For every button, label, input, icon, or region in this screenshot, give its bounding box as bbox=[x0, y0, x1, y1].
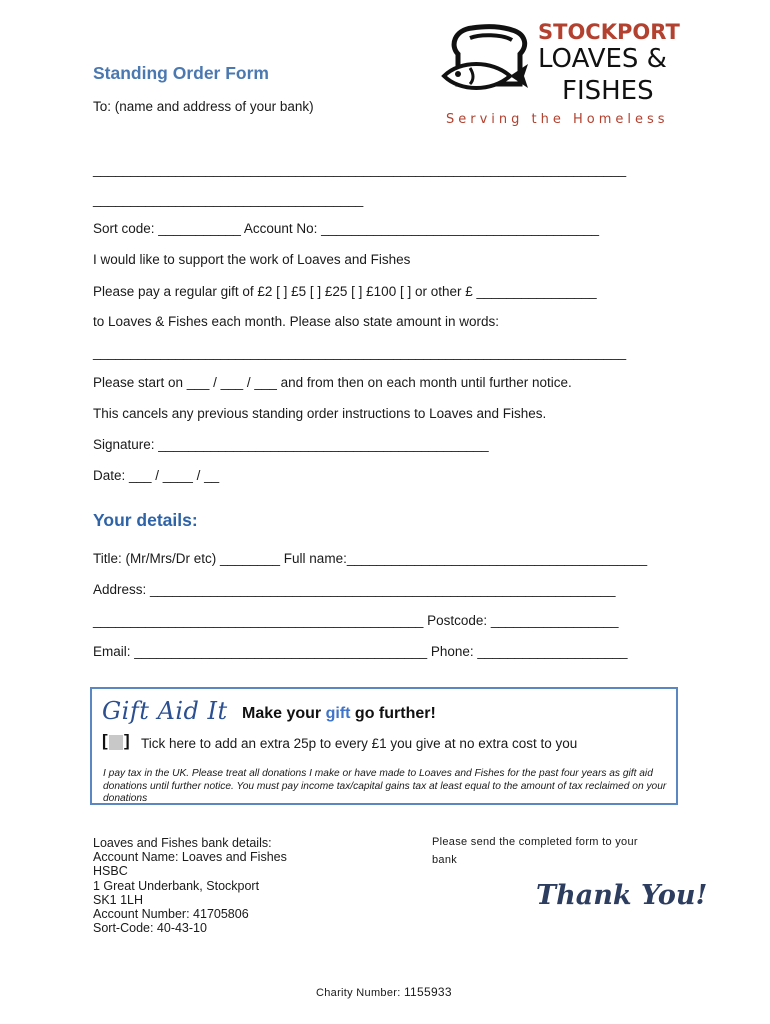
form-title: Standing Order Form bbox=[93, 63, 269, 83]
gift-aid-declaration: I pay tax in the UK. Please treat all donations I make or have made to Loaves and Fishes for the past four years as gift aid donations until further notice. You must pay income tax/capital gains tax at least equal to the amount of tax reclaimed on your donations bbox=[103, 768, 667, 804]
your-details-heading: Your details: bbox=[93, 510, 198, 530]
bank-sort-code: Sort-Code: 40-43-10 bbox=[93, 921, 207, 936]
gift-aid-checkbox[interactable] bbox=[102, 733, 128, 751]
logo-loaves: LOAVES & bbox=[538, 44, 667, 74]
bank-address-2: SK1 1LH bbox=[93, 892, 144, 907]
amount-in-words-field[interactable]: _______________________________________________________________________ bbox=[93, 345, 627, 360]
stockport-loaves-fishes-logo bbox=[440, 18, 690, 133]
title-fullname-field[interactable]: Title: (Mr/Mrs/Dr etc) ________ Full name:________________________________________ bbox=[93, 551, 648, 566]
gift-headline-after: go further! bbox=[350, 705, 436, 722]
gift-aid-headline bbox=[242, 705, 436, 723]
gift-headline-before: Make your bbox=[242, 705, 326, 722]
bank-to-label: To: (name and address of your bank) bbox=[93, 99, 314, 114]
logo-tagline: Serving the Homeless bbox=[446, 112, 669, 127]
bread-fish-icon bbox=[440, 24, 532, 104]
bank-address-line-2[interactable]: ____________________________________ bbox=[93, 192, 364, 207]
monthly-amount-words-label: to Loaves & Fishes each month. Please also state amount in words: bbox=[93, 314, 499, 329]
postcode-field[interactable]: ____________________________________________ Postcode: _________________ bbox=[93, 613, 619, 628]
bank-name: HSBC bbox=[93, 864, 128, 879]
charity-number bbox=[316, 985, 452, 999]
charity-number-label: Charity Number: bbox=[316, 987, 404, 999]
date-field[interactable]: Date: ___ / ____ / __ bbox=[93, 468, 220, 483]
bank-details-block bbox=[93, 836, 287, 935]
bank-details-heading: Loaves and Fishes bank details: bbox=[93, 836, 272, 850]
cancels-statement: This cancels any previous standing order instructions to Loaves and Fishes. bbox=[93, 406, 547, 421]
gift-aid-logo: Gift Aid It bbox=[102, 697, 228, 725]
checkbox-close-bracket: ] bbox=[124, 731, 130, 750]
regular-gift-options[interactable]: Please pay a regular gift of £2 [ ] £5 [ ] £25 [ ] £100 [ ] or other £ ________________ bbox=[93, 284, 597, 299]
gift-aid-tick-label: Tick here to add an extra 25p to every £1 you give at no extra cost to you bbox=[141, 736, 578, 751]
start-date-field[interactable]: Please start on ___ / ___ / ___ and from then on each month until further notice. bbox=[93, 375, 572, 390]
address-field[interactable]: Address: ______________________________________________________________ bbox=[93, 582, 616, 597]
checkbox-open-bracket: [ bbox=[102, 731, 108, 750]
thank-you-text: Thank You! bbox=[536, 880, 708, 911]
charity-number-value: 1155933 bbox=[403, 985, 452, 999]
gift-aid-box bbox=[90, 687, 678, 805]
logo-stockport: STOCKPORT bbox=[538, 20, 680, 44]
email-phone-field[interactable]: Email: _______________________________________ Phone: ____________________ bbox=[93, 644, 628, 659]
sort-code-account-field[interactable]: Sort code: ___________ Account No: _____________________________________ bbox=[93, 221, 599, 236]
checkbox-fill bbox=[109, 735, 123, 750]
bank-account-number: Account Number: 41705806 bbox=[93, 907, 249, 922]
support-statement: I would like to support the work of Loaves and Fishes bbox=[93, 252, 411, 267]
bank-account-name: Account Name: Loaves and Fishes bbox=[93, 850, 287, 865]
send-form-note: Please send the completed form to your bank bbox=[432, 836, 638, 866]
logo-fishes: FISHES bbox=[562, 76, 654, 106]
signature-field[interactable]: Signature: ____________________________________________ bbox=[93, 437, 489, 452]
bank-address-1: 1 Great Underbank, Stockport bbox=[93, 878, 260, 893]
gift-headline-gift: gift bbox=[325, 705, 351, 722]
bank-address-line-1[interactable]: _______________________________________________________________________ bbox=[93, 162, 627, 177]
